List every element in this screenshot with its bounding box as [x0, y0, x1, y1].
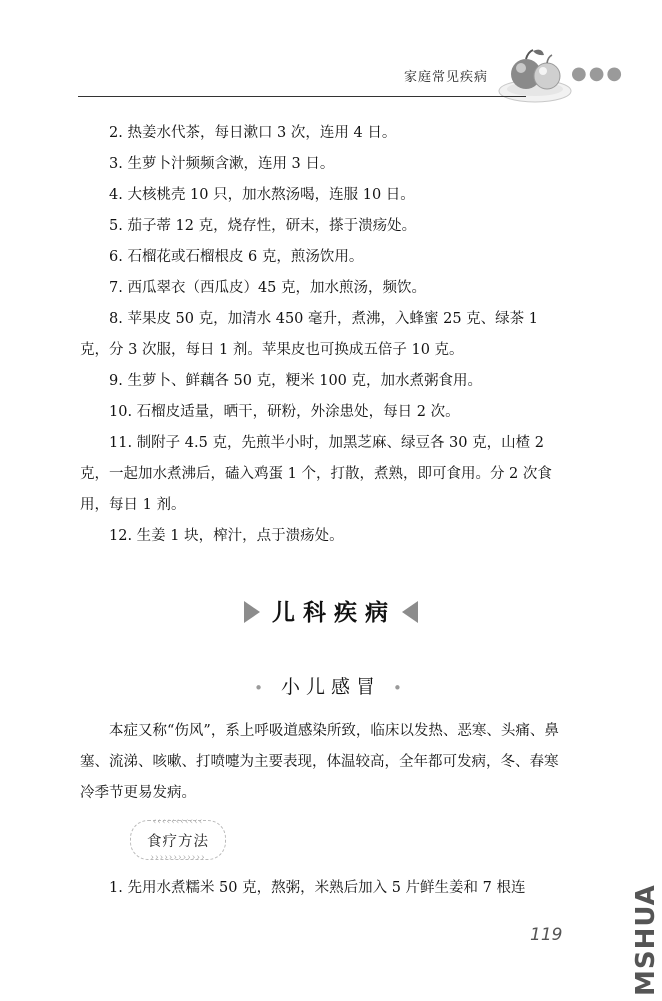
header-title: 家庭常见疾病	[404, 70, 489, 85]
bullet-dot-icon: •	[393, 679, 408, 697]
remedy-item-10: 10. 石榴皮适量，晒干，研粉，外涂患处，每日 2 次。	[109, 404, 460, 420]
intro-paragraph: 本症又称“伤风”，系上呼吸道感染所致，临床以发热、恶寒、头痛、鼻塞、流涕、咳嗽、打喷嚏为主要表现，体温较高，全年都可发病，冬、春寒冷季节更易发病。	[80, 723, 559, 801]
apple-plate-icon	[495, 45, 573, 107]
section-heading	[0, 594, 662, 627]
remedy-item-4: 4. 大核桃壳 10 只，加水熬汤喝，连服 10 日。	[109, 187, 415, 203]
wheat-border-icon: ››››››››››››	[150, 853, 206, 863]
left-triangle-icon	[402, 601, 418, 623]
remedy-item-2: 2. 热姜水代茶，每日漱口 3 次，连用 4 日。	[109, 125, 397, 141]
remedy-item-3: 3. 生萝卜汁频频含漱，连用 3 日。	[109, 156, 335, 172]
remedy-item-12: 12. 生姜 1 块，榨汁，点于溃疡处。	[109, 528, 344, 544]
page-number: 119	[530, 925, 563, 945]
header-dots-decoration: ●●●	[571, 63, 625, 84]
recipe-item-1: 1. 先用水煮糯米 50 克，熬粥，米熟后加入 5 片鲜生姜和 7 根连	[109, 880, 526, 896]
wheat-border-icon: ‹‹‹‹‹‹‹‹‹‹‹	[152, 817, 204, 827]
badge-label: 食疗方法	[147, 834, 209, 850]
remedy-item-6: 6. 石榴花或石榴根皮 6 克，煎汤饮用。	[109, 249, 364, 265]
right-triangle-icon	[244, 601, 260, 623]
watermark: MSHUA	[631, 884, 661, 997]
remedy-item-8: 8. 苹果皮 50 克，加清水 450 毫升，煮沸，入蜂蜜 25 克、绿茶 1 克，分 3 次服，每日 1 剂。苹果皮也可换成五倍子 10 克。	[80, 311, 539, 358]
subsection-title: 小儿感冒	[280, 676, 381, 698]
therapy-method-badge	[130, 817, 226, 863]
remedy-item-5: 5. 茄子蒂 12 克，烧存性，研末，搽于溃疡处。	[109, 218, 417, 234]
section-title: 儿科疾病	[272, 600, 396, 626]
bullet-dot-icon: •	[254, 679, 269, 697]
remedy-item-7: 7. 西瓜翠衣（西瓜皮）45 克，加水煎汤，频饮。	[109, 280, 427, 296]
remedy-item-11: 11. 制附子 4.5 克，先煎半小时，加黑芝麻、绿豆各 30 克，山楂 2 克，一起加水煮沸后，磕入鸡蛋 1 个，打散，煮熟，即可食用。分 2 次食用，每日 1 剂。	[80, 435, 552, 513]
header-rule	[78, 96, 526, 97]
subsection-heading	[0, 672, 662, 699]
remedy-item-9: 9. 生萝卜、鲜藕各 50 克，粳米 100 克，加水煮粥食用。	[109, 373, 483, 389]
